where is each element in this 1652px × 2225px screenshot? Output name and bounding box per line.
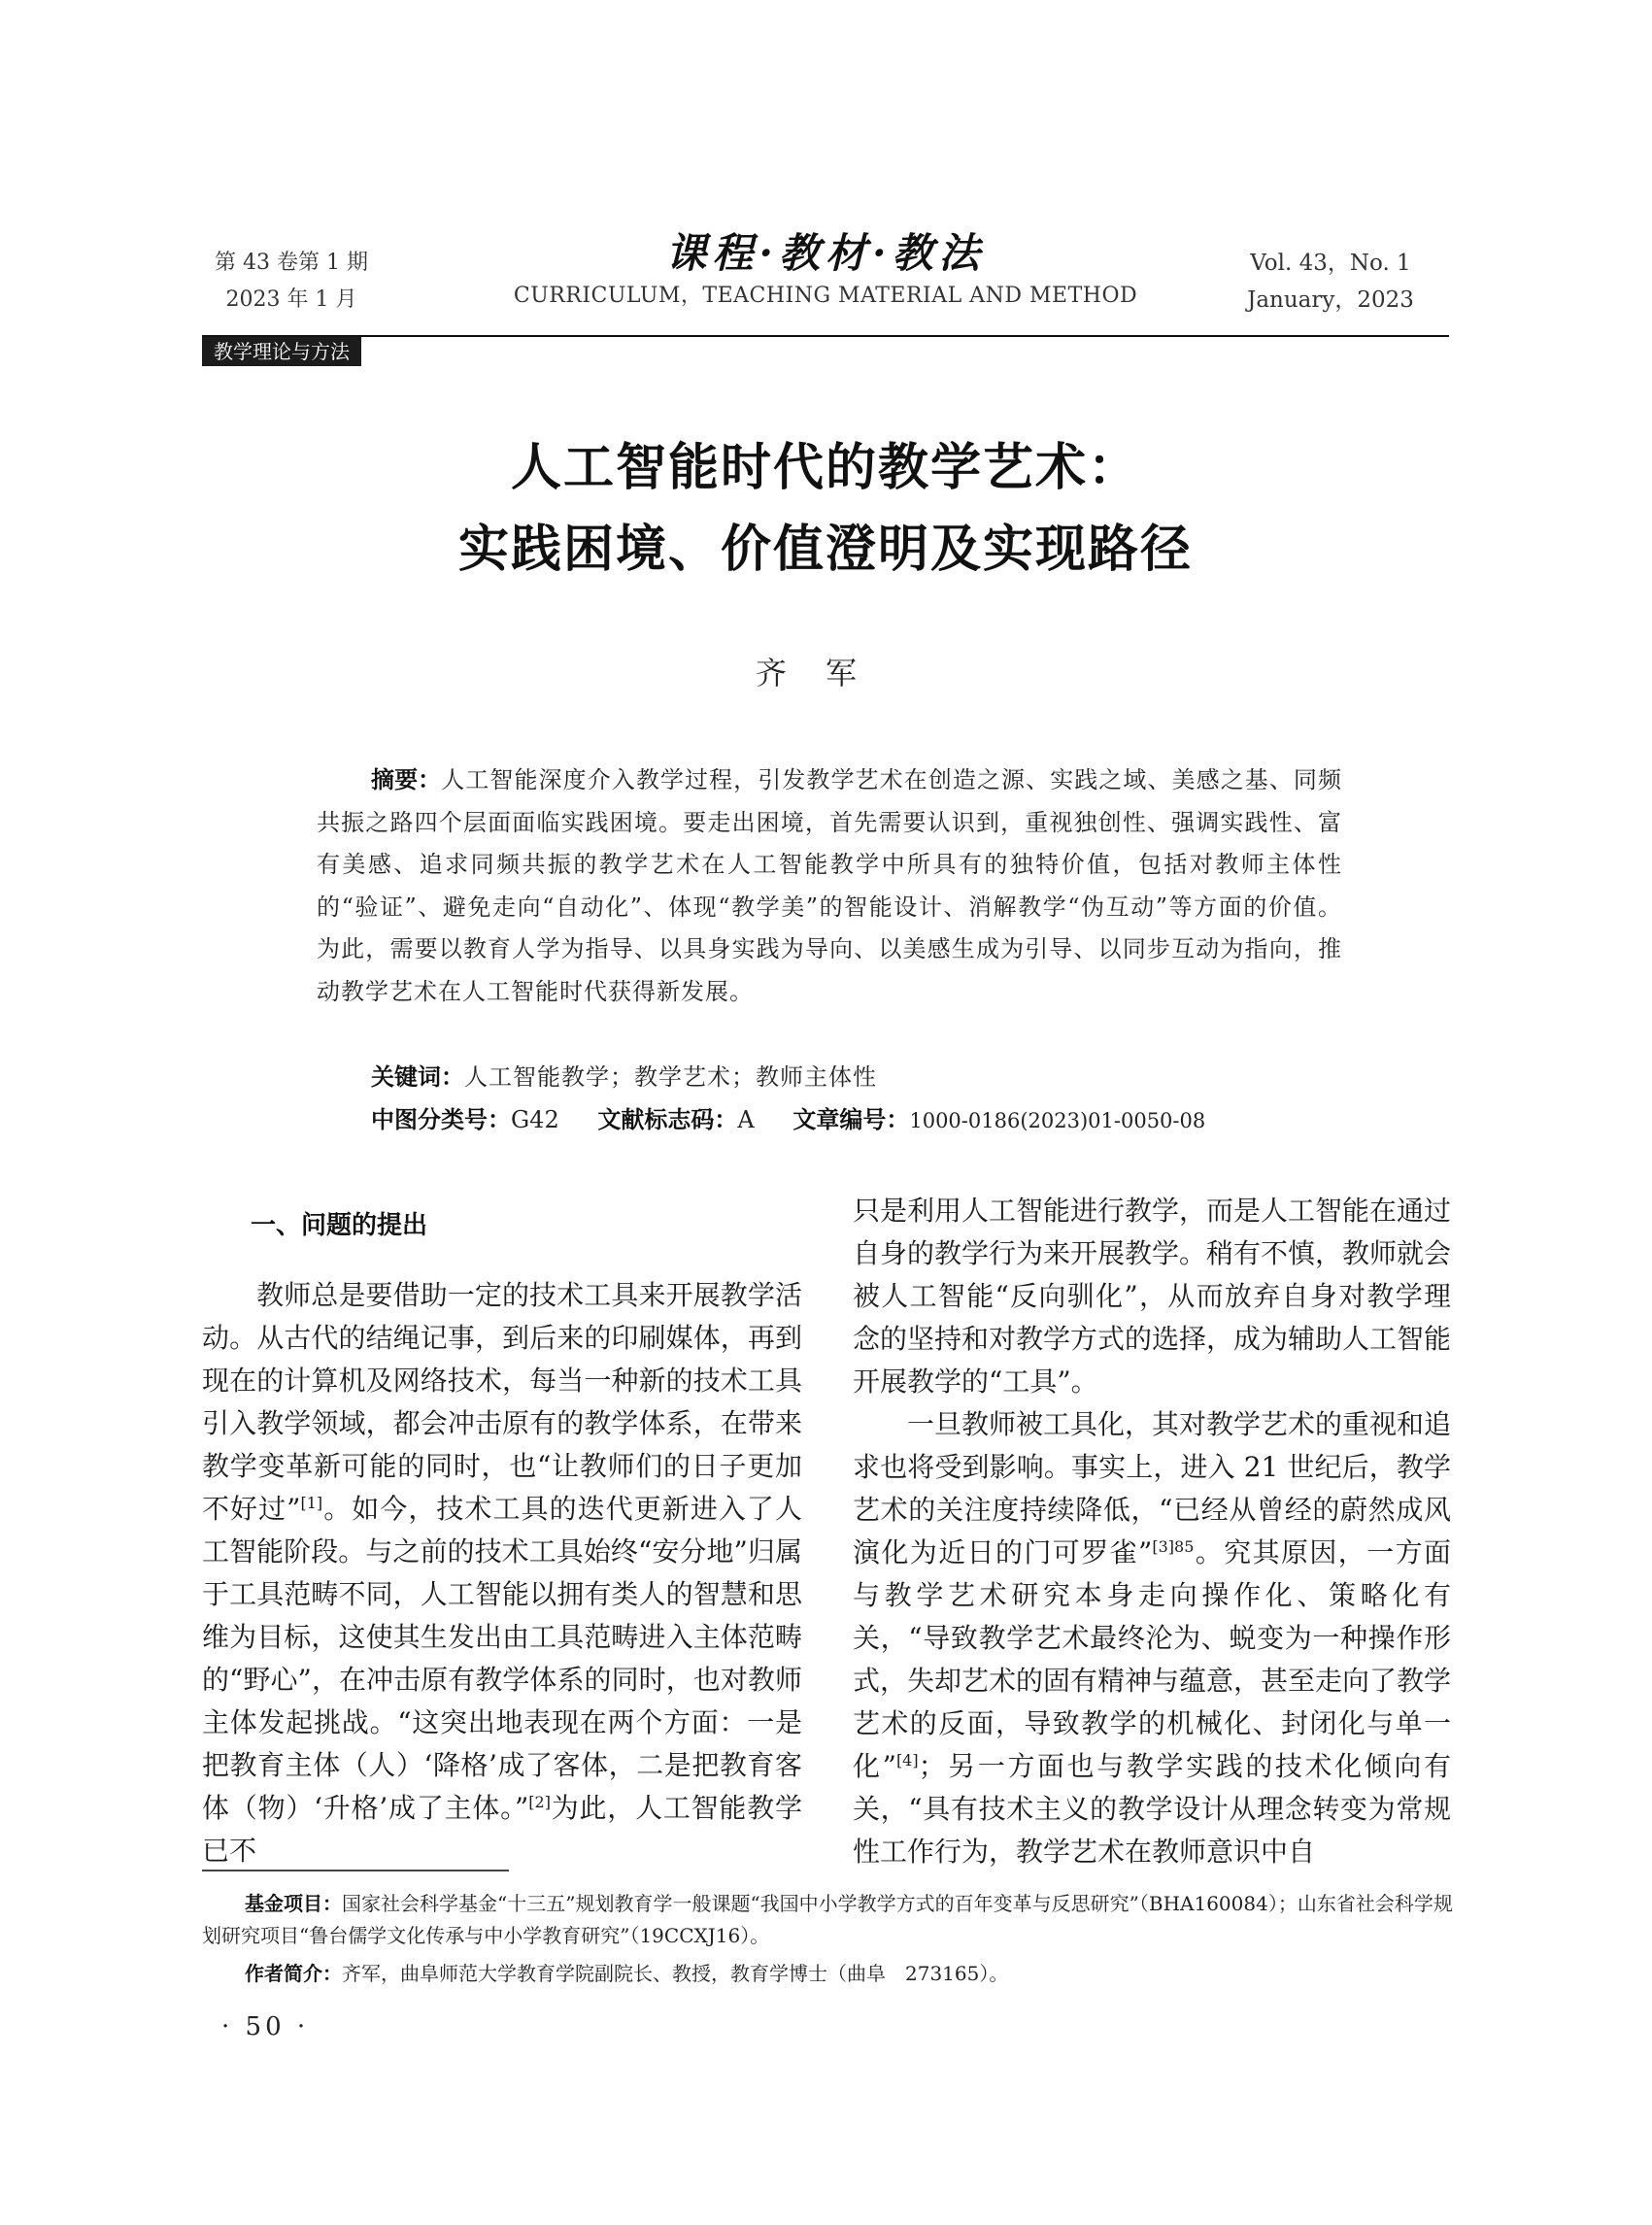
abstract-label: 摘要： bbox=[371, 766, 442, 793]
section-heading: 一、问题的提出 bbox=[251, 1211, 428, 1240]
doc-code-label: 文献标志码： bbox=[597, 1106, 738, 1133]
author-note bbox=[202, 1958, 1455, 1990]
citation-ref: [4] bbox=[895, 1751, 919, 1770]
journal-masthead bbox=[505, 225, 1146, 311]
keywords-text: 人工智能教学；教学艺术；教师主体性 bbox=[464, 1063, 877, 1091]
date-cn: 2023 年 1 月 bbox=[225, 287, 357, 312]
issue-info-cn bbox=[194, 245, 388, 319]
section-tag: 教学理论与方法 bbox=[202, 337, 361, 366]
paragraph-text: 一旦教师被工具化，其对教学艺术的重视和追求也将受到影响。事实上，进入 21 世纪后，教学艺术的关注度持续降低，“已经从曾经的蔚然成风演化为近日的门可罗雀” bbox=[853, 1408, 1452, 1568]
body-column-left bbox=[202, 1204, 802, 1872]
clc-value: G42 bbox=[511, 1106, 559, 1133]
fund-label: 基金项目： bbox=[245, 1892, 342, 1915]
volume-cn: 第 43 卷第 1 期 bbox=[215, 251, 368, 275]
article-no-value: 1000-0186(2023)01-0050-08 bbox=[909, 1109, 1206, 1132]
fund-text: 国家社会科学基金“十三五”规划教育学一般课题“我国中小学教学方式的百年变革与反思研究”（BHA160084）；山东省社会科学规划研究项目“鲁台儒学文化传承与中小学教育研究”（19CCXJ16）。 bbox=[202, 1892, 1453, 1947]
paragraph-text: 。如今，技术工具的迭代更新进入了人工智能阶段。与之前的技术工具始终“安分地”归属于工具范畴不同，人工智能以拥有类人的智慧和思维为目标，这使其生发出由工具范畴进入主体范畴的“野心”，在冲击原有教学体系的同时，也对教师主体发起挑战。“这突出地表现在两个方面：一是把教育主体（人）‘降格’成了客体，二是把教育客体（物）‘升格’成了主体。” bbox=[202, 1493, 802, 1824]
citation-ref: [2] bbox=[528, 1793, 551, 1811]
author-name: 齐军 bbox=[755, 655, 895, 691]
date-en: January，2023 bbox=[1247, 287, 1414, 313]
body-paragraph bbox=[202, 1274, 802, 1872]
clc-label: 中图分类号： bbox=[371, 1106, 511, 1133]
keywords bbox=[371, 1057, 1342, 1097]
doc-code-value: A bbox=[737, 1106, 755, 1133]
body-column-right bbox=[853, 1190, 1451, 1873]
fund-note bbox=[202, 1888, 1455, 1952]
body-paragraph bbox=[853, 1403, 1451, 1873]
footnotes bbox=[202, 1888, 1455, 1990]
paragraph-text: 。究其原因，一方面与教学艺术研究本身走向操作化、策略化有关，“导致教学艺术最终沦为、蜕变为一种操作形式，失却艺术的固有精神与蕴意，甚至走向了教学艺术的反面，导致教学的机械化、封闭化与单一化” bbox=[853, 1536, 1452, 1782]
author-bio-text: 齐军，曲阜师范大学教育学院副院长、教授，教育学博士（曲阜 273165）。 bbox=[342, 1962, 1009, 1985]
header-rule bbox=[202, 335, 1449, 337]
page-number: · 50 · bbox=[221, 2012, 310, 2041]
abstract bbox=[317, 759, 1342, 1013]
keywords-label: 关键词： bbox=[371, 1063, 464, 1091]
paragraph-text: 为此，人工智能教学已不 bbox=[202, 1792, 802, 1867]
paragraph-text: ；另一方面也与教学实践的技术化倾向有关，“具有技术主义的教学设计从理念转变为常规性工作行为，教学艺术在教师意识中自 bbox=[853, 1750, 1451, 1868]
article-no-label: 文章编号： bbox=[792, 1106, 910, 1133]
citation-ref: [3]85 bbox=[1152, 1537, 1195, 1556]
footnote-rule bbox=[202, 1870, 509, 1871]
journal-title-cn: 课程·教材·教法 bbox=[665, 229, 986, 277]
body-paragraph: 只是利用人工智能进行教学，而是人工智能在通过自身的教学行为来开展教学。稍有不慎，教师就会被人工智能“反向驯化”，从而放弃自身对教学理念的坚持和对教学方式的选择，成为辅助人工智能开展教学的“工具”。 bbox=[853, 1195, 1452, 1398]
classification-line bbox=[371, 1099, 1400, 1141]
citation-ref: [1] bbox=[300, 1494, 323, 1512]
issue-info-en bbox=[1224, 245, 1437, 319]
journal-title-en: CURRICULUM，TEACHING MATERIAL AND METHOD bbox=[513, 284, 1138, 308]
abstract-text: 人工智能深度介入教学过程，引发教学艺术在创造之源、实践之域、美感之基、同频共振之路四个层面面临实践困境。要走出困境，首先需要认识到，重视独创性、强调实践性、富有美感、追求同频共振的教学艺术在人工智能教学中所具有的独特价值，包括对教师主体性的“验证”、避免走向“自动化”、体现“教学美”的智能设计、消解教学“伪互动”等方面的价值。为此，需要以教育人学为指导、以具身实践为导向、以美感生成为引导、以同步互动为指向，推动教学艺术在人工智能时代获得新发展。 bbox=[317, 766, 1343, 1005]
title-line-2: 实践困境、价值澄明及实现路径 bbox=[457, 521, 1193, 579]
author-bio-label: 作者简介： bbox=[245, 1962, 342, 1985]
paragraph-text: 教师总是要借助一定的技术工具来开展教学活动。从古代的结绳记事，到后来的印刷媒体，再到现在的计算机及网络技术，每当一种新的技术工具引入教学领域，都会冲击原有的教学体系，在带来教学变革新可能的同时，也“让教师们的日子更加不好过” bbox=[202, 1279, 802, 1525]
title-line-1: 人工智能时代的教学艺术： bbox=[510, 439, 1140, 497]
volume-en: Vol. 43，No. 1 bbox=[1250, 251, 1411, 276]
article-title bbox=[194, 427, 1457, 590]
